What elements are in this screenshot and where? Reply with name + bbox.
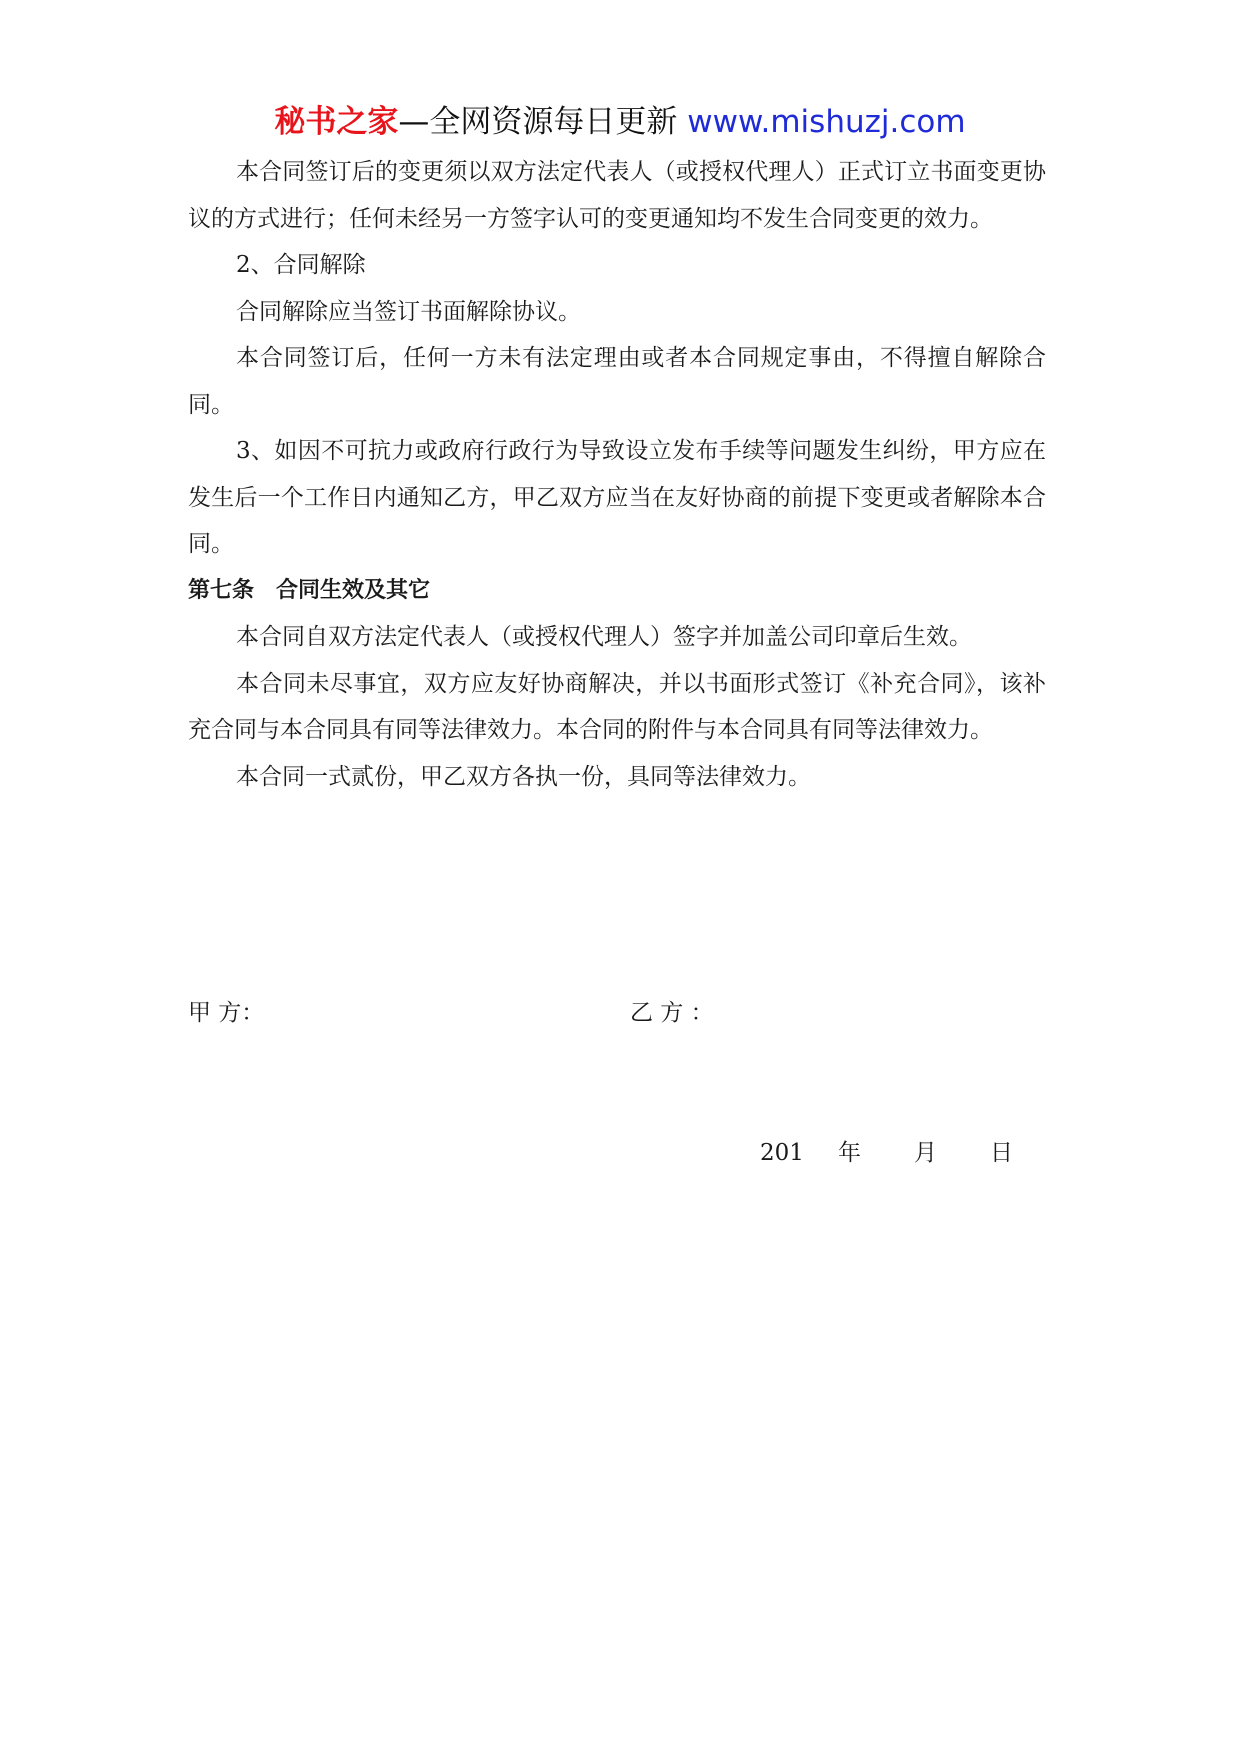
article-seven-heading: 第七条 合同生效及其它 bbox=[188, 577, 431, 603]
paragraph-supplementary-contract: 本合同未尽事宜，双方应友好协商解决，并以书面形式签订《补充合同》，该补充合同与本合同具有同等法律效力。本合同的附件与本合同具有同等法律效力。 bbox=[188, 670, 1046, 743]
date-year-unit: 年 bbox=[838, 1140, 861, 1166]
party-a-signature bbox=[188, 990, 264, 1036]
paragraph-force-majeure: 3、如因不可抗力或政府行政行为导致设立发布手续等问题发生纠纷，甲方应在发生后一个工作日内通知乙方，甲乙双方应当在友好协商的前提下变更或者解除本合同。 bbox=[188, 438, 1046, 557]
site-header bbox=[0, 100, 1240, 144]
site-url[interactable]: www.mishuzj.com bbox=[687, 104, 966, 140]
party-b-signature bbox=[630, 990, 714, 1036]
paragraph-termination-agreement: 合同解除应当签订书面解除协议。 bbox=[236, 298, 581, 325]
party-a-label: 甲 方： bbox=[188, 1000, 265, 1026]
header-slogan: —全网资源每日更新 bbox=[398, 104, 688, 140]
paragraph-no-unilateral-termination: 本合同签订后，任何一方未有法定理由或者本合同规定事由，不得擅自解除合同。 bbox=[188, 345, 1046, 418]
party-b-label: 乙 方 ： bbox=[630, 1000, 714, 1026]
paragraph-change-terms: 本合同签订后的变更须以双方法定代表人（或授权代理人）正式订立书面变更协议的方式进行；任何未经另一方签字认可的变更通知均不发生合同变更的效力。 bbox=[188, 159, 1046, 232]
date-month-unit: 月 bbox=[914, 1140, 937, 1166]
section-contract-termination: 2、合同解除 bbox=[236, 252, 366, 278]
date-year: 201 bbox=[760, 1140, 804, 1166]
signing-date bbox=[760, 1130, 1013, 1176]
paragraph-copies: 本合同一式贰份，甲乙双方各执一份，具同等法律效力。 bbox=[236, 763, 811, 790]
paragraph-effectiveness: 本合同自双方法定代表人（或授权代理人）签字并加盖公司印章后生效。 bbox=[236, 624, 972, 650]
brand-name: 秘书之家 bbox=[274, 104, 399, 140]
contract-body bbox=[188, 149, 1046, 800]
date-day-unit: 日 bbox=[990, 1140, 1013, 1166]
